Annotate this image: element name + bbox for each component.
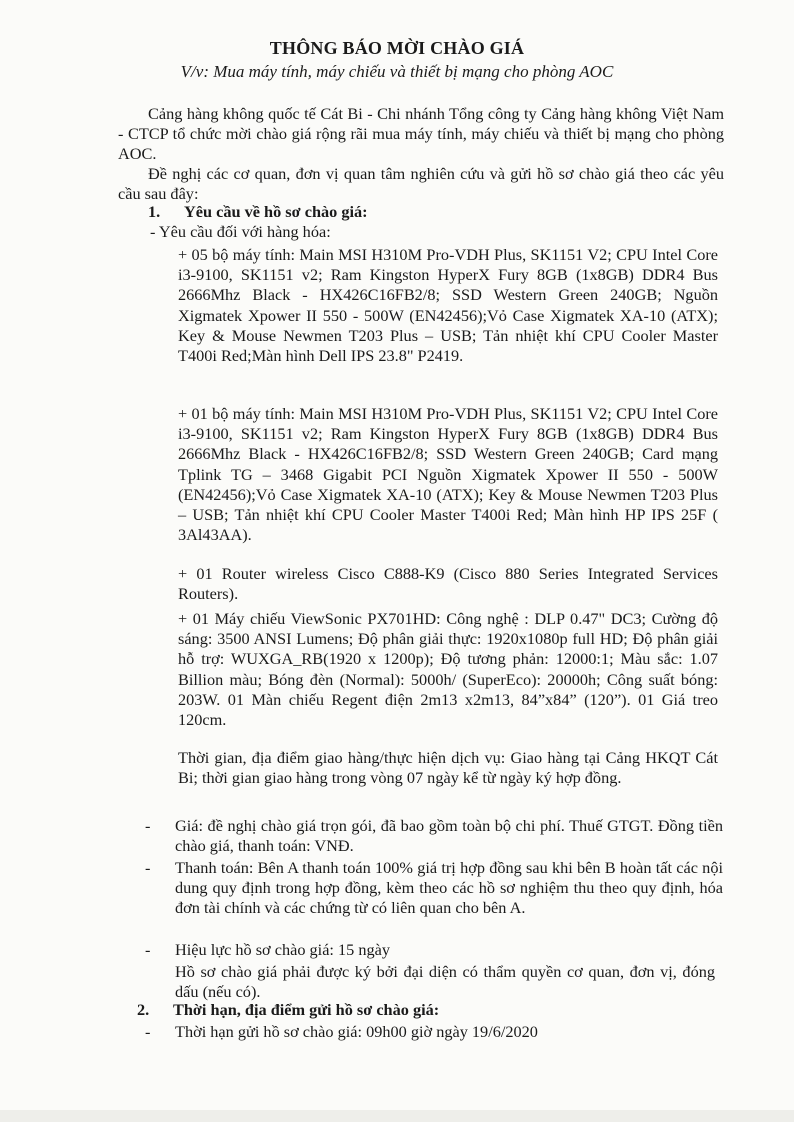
validity-paragraph: Hiệu lực hồ sơ chào giá: 15 ngày — [175, 940, 391, 959]
section-1-title: Yêu cầu về hồ sơ chào giá: — [184, 202, 368, 221]
document-title: THÔNG BÁO MỜI CHÀO GIÁ — [269, 38, 525, 58]
payment-paragraph: Thanh toán: Bên A thanh toán 100% giá trị hợp đồng sau khi bên B hoàn tất các nội dung quy định trong hợp đồng, kèm theo các hồ sơ nghiệm thu theo quy định, hóa đơn tài chính và các chứng từ có liên quan cho bên A. — [175, 858, 723, 917]
deadline-paragraph: Thời hạn gửi hồ sơ chào giá: 09h00 giờ ngày 19/6/2020 — [175, 1022, 538, 1041]
delivery-paragraph: Thời gian, địa điểm giao hàng/thực hiện dịch vụ: Giao hàng tại Cảng HKQT Cát Bi; thời gian giao hàng trong vòng 07 ngày kể từ ngày ký hợp đồng. — [178, 748, 718, 787]
section-2-number: 2. — [137, 1000, 150, 1019]
intro-paragraph: Cảng hàng không quốc tế Cát Bi - Chi nhánh Tổng công ty Cảng hàng không Việt Nam - CTCP tổ chức mời chào giá rộng rãi mua máy tính, máy chiếu và thiết bị mạng cho phòng AOC. — [118, 104, 724, 163]
bullet-dash: - — [145, 940, 151, 959]
goods-item-router: + 01 Router wireless Cisco C888-K9 (Cisco 880 Series Integrated Services Routers). — [178, 564, 718, 604]
bullet-dash: - — [145, 816, 151, 835]
scan-bottom-edge — [0, 1110, 794, 1122]
signing-paragraph: Hồ sơ chào giá phải được ký bởi đại diện có thẩm quyền cơ quan, đơn vị, đóng dấu (nếu có). — [175, 962, 715, 1001]
price-paragraph: Giá: đề nghị chào giá trọn gói, đã bao gồm toàn bộ chi phí. Thuế GTGT. Đồng tiền chào giá, thanh toán: VNĐ. — [175, 816, 723, 855]
section-1-number: 1. — [148, 202, 161, 221]
bullet-dash: - — [145, 858, 151, 877]
section-2-title: Thời hạn, địa điểm gửi hồ sơ chào giá: — [173, 1000, 440, 1019]
goods-requirements-label: - Yêu cầu đối với hàng hóa: — [150, 222, 331, 241]
goods-item-computer-1: + 01 bộ máy tính: Main MSI H310M Pro-VDH Plus, SK1151 V2; CPU Intel Core i3-9100, SK1151 v2; Ram Kingston HyperX Fury 8GB (1x8GB) DDR4 Bus 2666Mhz Black - HX426C16FB2/8; SSD Western Green 240GB; Card mạng Tplink TG – 3468 Gigabit PCI Nguồn Xigmatek Xpower II 550 - 500W (EN42456);Vỏ Case Xigmatek XA-10 (ATX); Key & Mouse Newmen T203 Plus – USB; Tản nhiệt khí CPU Cooler Master T400i Red; Màn hình HP IPS 25F ( 3Al43AA). — [178, 404, 718, 545]
document-subtitle: V/v: Mua máy tính, máy chiếu và thiết bị mạng cho phòng AOC — [180, 62, 614, 81]
request-paragraph: Đề nghị các cơ quan, đơn vị quan tâm nghiên cứu và gửi hồ sơ chào giá theo các yêu cầu sau đây: — [118, 164, 724, 203]
bullet-dash: - — [145, 1022, 151, 1041]
goods-item-computers-5: + 05 bộ máy tính: Main MSI H310M Pro-VDH Plus, SK1151 V2; CPU Intel Core i3-9100, SK1151 v2; Ram Kingston HyperX Fury 8GB (1x8GB) DDR4 Bus 2666Mhz Black - HX426C16FB2/8; SSD Western Green 240GB; Nguồn Xigmatek Xpower II 550 - 500W (EN42456);Vỏ Case Xigmatek XA-10 (ATX); Key & Mouse Newmen T203 Plus – USB; Tản nhiệt khí CPU Cooler Master T400i Red;Màn hình Dell IPS 23.8" P2419. — [178, 245, 718, 366]
goods-item-projector: + 01 Máy chiếu ViewSonic PX701HD: Công nghệ : DLP 0.47" DC3; Cường độ sáng: 3500 ANSI Lumens; Độ phân giải thực: 1920x1080p full HD; Độ phân giải hỗ trợ: WUXGA_RB(1920 x 1200p); Độ tương phản: 12000:1; Màu sắc: 1.07 Billion màu; Bóng đèn (Normal): 5000h/ (SuperEco): 20000h; Công suất bóng: 203W. 01 Màn chiếu Regent điện 2m13 x2m13, 84”x84” (120”). 01 Giá treo 120cm. — [178, 609, 718, 730]
